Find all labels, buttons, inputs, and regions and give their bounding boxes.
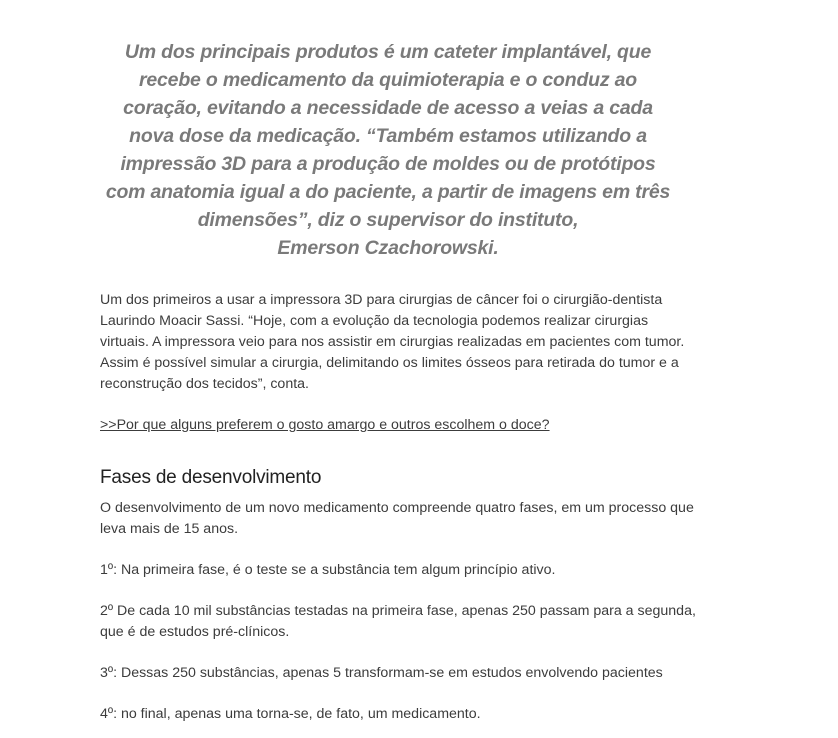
pull-quote-line: dimensões”, diz o supervisor do instituto, [197, 209, 579, 231]
pull-quote-line: Emerson Czachorowski. [277, 237, 499, 259]
phase-item-2: 2º De cada 10 mil substâncias testadas na primeira fase, apenas 250 passam para a segunda, que é de estudos pré-clínicos. [100, 603, 696, 640]
pull-quote [100, 38, 676, 262]
phase-item-1: 1º: Na primeira fase, é o teste se a substância tem algum princípio ativo. [100, 562, 556, 578]
pull-quote-line: Um dos principais produtos é um cateter implantável, que [124, 41, 652, 63]
phase-item-4: 4º: no final, apenas uma torna-se, de fato, um medicamento. [100, 706, 481, 722]
pull-quote-line: nova dose da medicação. “Também estamos utilizando a [129, 125, 647, 147]
pull-quote-line: com anatomia igual a do paciente, a partir de imagens em três [105, 181, 671, 203]
related-article-link[interactable]: >>Por que alguns preferem o gosto amargo e outros escolhem o doce? [100, 417, 550, 433]
pull-quote-line: recebe o medicamento da quimioterapia e o conduz ao [139, 69, 637, 91]
pull-quote-line: impressão 3D para a produção de moldes ou de protótipos [120, 153, 656, 175]
section-intro: O desenvolvimento de um novo medicamento compreende quatro fases, em um processo que leva mais de 15 anos. [100, 500, 694, 537]
section-heading: Fases de desenvolvimento [100, 467, 322, 488]
phase-item-3: 3º: Dessas 250 substâncias, apenas 5 transformam-se em estudos envolvendo pacientes [100, 665, 663, 681]
pull-quote-line: coração, evitando a necessidade de acesso a veias a cada [123, 97, 653, 119]
article-body [100, 0, 700, 725]
paragraph-sassi: Um dos primeiros a usar a impressora 3D para cirurgias de câncer foi o cirurgião-dentista Laurindo Moacir Sassi. “Hoje, com a evolução da tecnologia podemos realizar cirurgias virtuais. A impressora veio para nos assistir em cirurgias realizadas em pacientes com tumor. Assim é possível simular a cirurgia, delimitando os limites ósseos para retirada do tumor e a reconstrução dos tecidos”, conta. [100, 292, 685, 392]
